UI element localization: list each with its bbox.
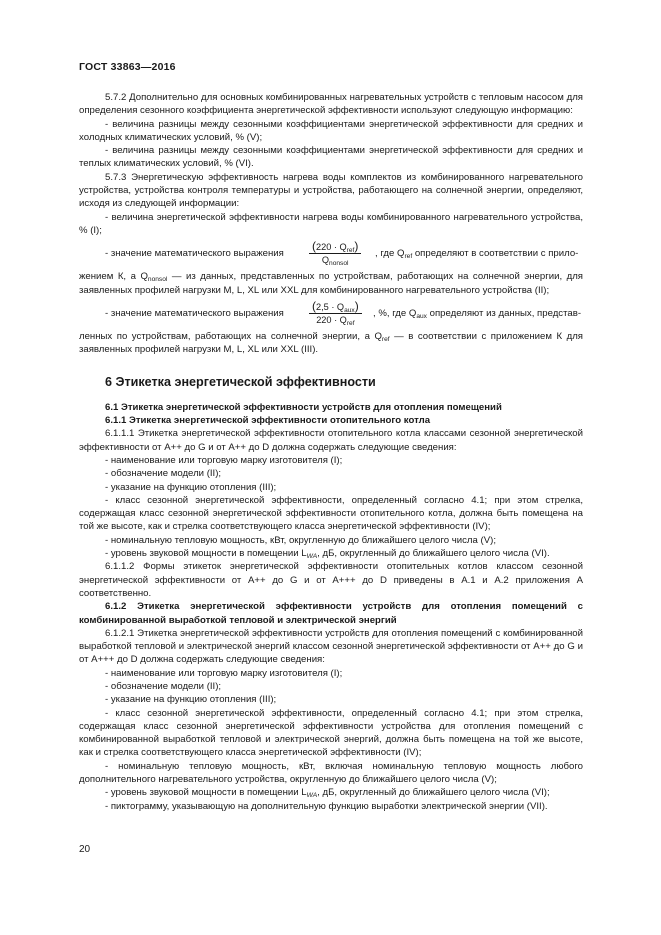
list-item: - величина разницы между сезонными коэффициентами энергетической эффективности для средних и теплых климатических условий, % (VI). (79, 145, 583, 170)
paragraph-6-1-1-1: 6.1.1.1 Этикетка энергетической эффективности отопительного котла классами сезонной энергетической эффективности от A++ до G и от A++ до D должна содержать следующие сведения: (79, 428, 583, 453)
list-item: - указание на функцию отопления (III); (105, 481, 277, 493)
list-item: - величина разницы между сезонными коэффициентами энергетической эффективности для средних и холодных климатических условий, % (V); (79, 118, 583, 143)
paragraph-5-7-3: 5.7.3 Энергетическую эффективность нагрева воды комплектов из комбинированного нагревательного устройства, устройства контроля температуры и устройства, работающего на солнечной энергии, определяют, исходя из следующей информации: (79, 171, 583, 210)
list-item: - обозначение модели (II); (105, 680, 222, 692)
subsection-6-1-1-heading: 6.1.1 Этикетка энергетической эффективности отопительного котла (105, 415, 431, 427)
page-content (79, 91, 583, 813)
formula-2-fraction (309, 300, 362, 326)
formula-1-fraction (309, 240, 361, 266)
subsection-6-1-2-heading: 6.1.2 Этикетка энергетической эффективности устройств для отопления помещений с комбинированной выработкой тепловой и электрической энергий (79, 601, 583, 626)
list-item: - класс сезонной энергетической эффективности, определенный согласно 4.1; при этом стрелка, содержащая класс сезонной энергетической эффективности устройства для отопления помещений с комбинированной выработкой тепловой и электрической энергий, должна быть помещена на той же высоте, как и стрелка соответствующего класса энергетической эффективности (IV); (79, 707, 583, 759)
subsection-6-1-heading: 6.1 Этикетка энергетической эффективности устройств для отопления помещений (105, 401, 502, 413)
formula-2-tail: , %, где $Q_{aux}$ определяют из данных, представ- (373, 307, 582, 320)
paragraph-5-7-2: 5.7.2 Дополнительно для основных комбинированных нагревательных устройств с тепловым насосом для определения сезонного коэффициента энергетической эффективности используют следующую информацию: (79, 92, 583, 117)
list-item: - номинальную тепловую мощность, кВт, округленную до ближайшего целого числа (V); (105, 534, 496, 546)
formula-2 (79, 299, 583, 329)
formula-2-continuation: ленных по устройствам, работающих на солнечной энергии, а $Q_{ref}$ — в соответствии с приложением К для заявленных профилей нагрузки M, L, XL или XXL (III). (79, 330, 583, 356)
list-item: - наименование или торговую марку изготовителя (I); (105, 667, 343, 679)
list-item: - указание на функцию отопления (III); (105, 694, 277, 706)
list-item: - величина энергетической эффективности нагрева воды комбинированного нагревательного устройства, % (I); (79, 211, 583, 236)
paragraph-6-1-2-1: 6.1.2.1 Этикетка энергетической эффективности устройств для отопления помещений с комбинированной выработкой тепловой и электрической энергий классом сезонной энергетической эффективности от A++ до G и от A+++ до D должна содержать следующие сведения: (79, 627, 583, 666)
formula-2-lead: - значение математического выражения (105, 307, 284, 319)
section-6-heading: 6 Этикетка энергетической эффективности (105, 375, 376, 390)
list-item: - номинальную тепловую мощность, кВт, включая номинальную тепловую мощность любого дополнительного нагревательного устройства, округленную до ближайшего целого числа (V); (79, 760, 583, 786)
formula-2-numerator: $(2,5 \cdot Q_{aux})$ (309, 300, 362, 314)
document-code: ГОСТ 33863—2016 (79, 61, 176, 73)
paragraph-6-1-1-2: 6.1.1.2 Формы этикеток энергетической эффективности отопительных котлов классом сезонной энергетической эффективности от A++ до G и от A+++ до D приведены в А.1 и А.2 приложения А соответственно. (79, 561, 583, 599)
formula-1-numerator: $(220 \cdot Q_{ref})$ (309, 240, 361, 254)
formula-2-denominator: $220 \cdot Q_{ref}$ (316, 314, 355, 327)
formula-1 (79, 239, 583, 269)
list-item: - наименование или торговую марку изготовителя (I); (105, 454, 343, 466)
formula-1-tail: , где $Q_{ref}$ определяют в соответствии с прило- (375, 248, 579, 261)
list-item: - обозначение модели (II); (105, 468, 222, 480)
page-number: 20 (79, 844, 91, 855)
list-item: - уровень звуковой мощности в помещении $L_{WA}$, дБ, округленный до ближайшего целого числа (VI); (105, 787, 550, 800)
formula-1-denominator: $Q_{nonsol}$ (321, 255, 349, 268)
list-item: - пиктограмму, указывающую на дополнительную функцию выработки электрической энергии (VII). (105, 800, 548, 812)
formula-1-continuation: жением К, а $Q_{nonsol}$ — из данных, представленных по устройствам, работающих на солнечной энергии, для заявленных профилей нагрузки M, L, XL или XXL для комбинированного нагревательного устройства (II); (79, 271, 584, 296)
formula-1-lead: - значение математического выражения (105, 248, 284, 260)
list-item: - уровень звуковой мощности в помещении $L_{WA}$, дБ, округленный до ближайшего целого числа (VI). (105, 548, 550, 561)
list-item: - класс сезонной энергетической эффективности, определенный согласно 4.1; при этом стрелка, содержащая класс сезонной энергетической эффективности отопительного котла, должна быть помещена на той же высоте, как и стрелка соответствующего класса энергетической эффективности (IV); (79, 494, 583, 533)
